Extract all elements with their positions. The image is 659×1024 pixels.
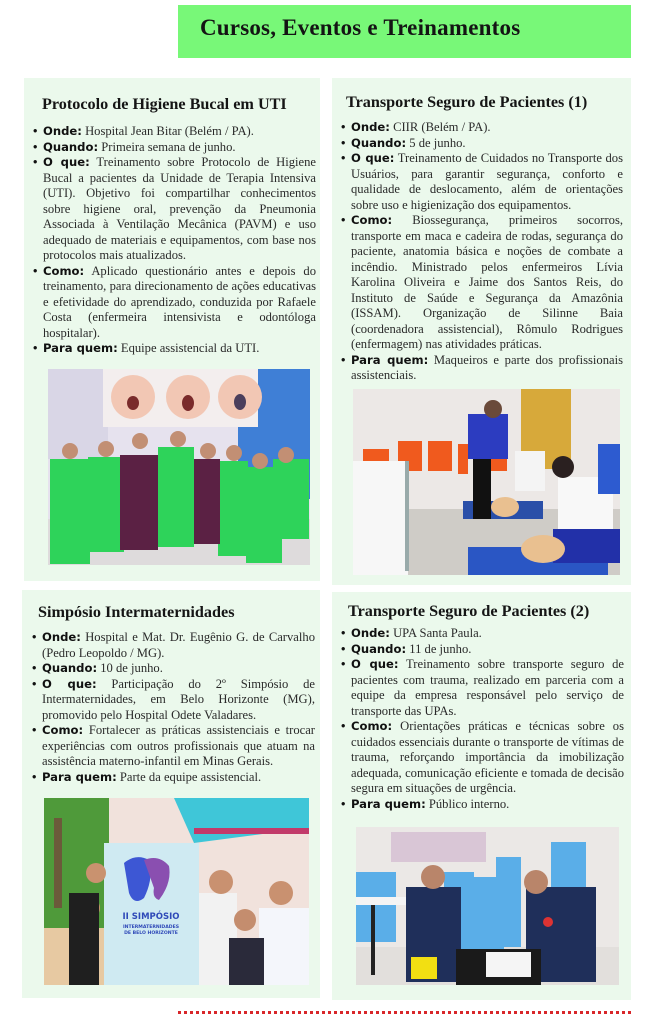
banner-title-line1: II SIMPÓSIO [122,912,180,922]
banner-title-line2: INTERMATERNIDADES [122,925,180,930]
info-list [341,120,623,384]
section-header-banner [178,5,631,58]
list-item-o-que: • O que: Treinamento sobre Protocolo de Higiene Bucal a pacientes da Unidade de Terapia Intensiva (UTI). Objetivo foi compartilhar conhecimentos sobre higiene oral, prevenção da Pneumonia Associada à Ventilação Mecânica (PAVM) e uso adequado de materiais e equipamentos, com base nos protocolos mais atualizados. [33,155,316,264]
list-item-onde: • Onde: Hospital Jean Bitar (Belém / PA). [33,124,316,140]
list-item-onde: • Onde: CIIR (Belém / PA). [341,120,623,136]
info-list [33,124,316,357]
panel-simposio-intermaternidades [22,590,320,998]
panel-title: Transporte Seguro de Pacientes (2) [348,602,590,620]
list-item-quando: • Quando: Primeira semana de junho. [33,140,316,156]
list-item-quando: • Quando: 11 de junho. [341,642,624,658]
list-item-para-quem: • Para quem: Parte da equipe assistencial. [32,770,315,786]
list-item-quando: • Quando: 10 de junho. [32,661,315,677]
section-divider-dotted [178,1011,631,1014]
panel-higiene-bucal [24,78,320,581]
panel-transporte-seguro-2 [332,592,631,1000]
list-item-como: • Como: Orientações práticas e técnicas sobre os cuidados essenciais durante o transporte de vítimas de trauma, reforçando importância da imobilização adequada, comunicação eficiente e tomada de decisão segura em situações de urgência. [341,719,624,797]
info-list [32,630,315,785]
list-item-o-que: • O que: Treinamento sobre transporte seguro de pacientes com trauma, realizado em parceria com a equipe da empresa responsável pelo serviço de transporte das UPAs. [341,657,624,719]
list-item-como: • Como: Biossegurança, primeiros socorros, transporte em maca e cadeira de rodas, segurança do paciente, anatomia básica e noções de combate a incêndio. Ministrado pelos enfermeiros Lívia Karolina Oliveira e Jaime dos Santos Reis, do Instituto de Saúde e Segurança da Amazônia (ISSAM). Organização de Silinne Baia (coordenadora assistencial), Rômulo Rodrigues (enfermagem) nas atividades práticas. [341,213,623,353]
panel-transporte-seguro-1 [332,78,631,585]
panel-title: Simpósio Intermaternidades [38,603,235,621]
page-title: Cursos, Eventos e Treinamentos [200,15,521,40]
photo-trauma-training [356,827,619,985]
list-item-para-quem: • Para quem: Maqueiros e parte dos profissionais assistenciais. [341,353,623,384]
list-item-onde: • Onde: UPA Santa Paula. [341,626,624,642]
list-item-para-quem: • Para quem: Equipe assistencial da UTI. [33,341,316,357]
list-item-quando: • Quando: 5 de junho. [341,136,623,152]
banner-title-line3: DE BELO HORIZONTE [124,931,178,936]
photo-cpr-training [353,389,620,575]
photo-uti-team [48,369,310,565]
list-item-o-que: • O que: Participação do 2º Simpósio de Intermaternidades, em Belo Horizonte (MG), promovido pelo Hospital Odete Valadares. [32,677,315,724]
panel-title: Protocolo de Higiene Bucal em UTI [42,95,287,113]
photo-simposio-banner [44,798,309,985]
info-list [341,626,624,812]
list-item-o-que: • O que: Treinamento de Cuidados no Transporte dos Usuários, para garantir segurança, conforto e qualidade de deslocamento, além de orientações sobre uso e higienização dos equipamentos. [341,151,623,213]
list-item-como: • Como: Aplicado questionário antes e depois do treinamento, para direcionamento de ações educativas e efetividade do aprendizado, conduzida por Rafaele Costa (enfermeira intensivista e odontóloga hospitalar). [33,264,316,342]
list-item-para-quem: • Para quem: Público interno. [341,797,624,813]
panel-title: Transporte Seguro de Pacientes (1) [346,93,588,111]
list-item-como: • Como: Fortalecer as práticas assistenciais e trocar experiências com outros profissionais que atuam na assistência materno-infantil em Minas Gerais. [32,723,315,770]
list-item-onde: • Onde: Hospital e Mat. Dr. Eugênio G. de Carvalho (Pedro Leopoldo / MG). [32,630,315,661]
